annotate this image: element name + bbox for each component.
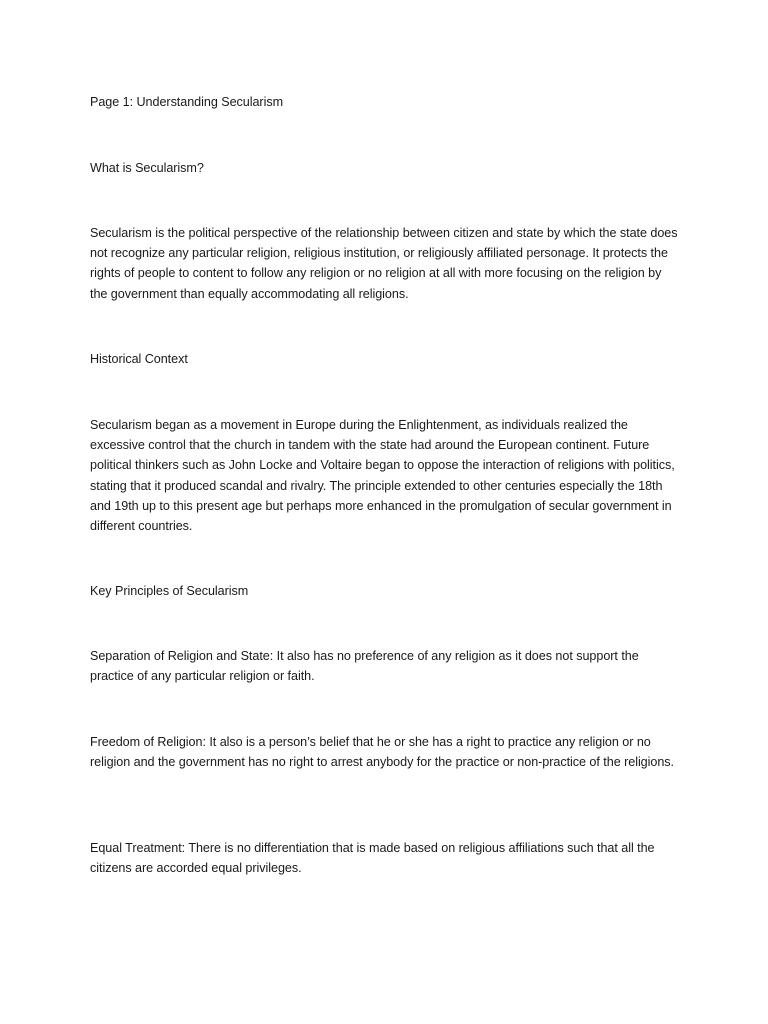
section-heading-what-is-secularism: What is Secularism? [90, 161, 204, 175]
paragraph-freedom: Freedom of Religion: It also is a person’s belief that he or she has a right to practice any religion or no religion and the government has no right to arrest anybody for the practice or non-practice of the religions. [90, 735, 674, 770]
paragraph-definition: Secularism is the political perspective of the relationship between citizen and state by which the state does not recognize any particular religion, religious institution, or religiously affiliated personage. It protects the rights of people to content to follow any religion or no religion at all with more focusing on the religion by the government than equally accommodating all religions. [90, 226, 678, 301]
paragraph-equal-treatment: Equal Treatment: There is no differentiation that is made based on religious affiliations such that all the citizens are accorded equal privileges. [90, 841, 655, 876]
paragraph-history: Secularism began as a movement in Europe during the Enlightenment, as individuals realized the excessive control that the church in tandem with the state had around the European continent. Future political thinkers such as John Locke and Voltaire began to oppose the interaction of religions with politics, stating that it produced scandal and rivalry. The principle extended to other centuries especially the 18th and 19th up to this present age but perhaps more enhanced in the promulgation of secular government in different countries. [90, 418, 675, 534]
section-heading-historical-context: Historical Context [90, 352, 188, 366]
page-title: Page 1: Understanding Secularism [90, 95, 284, 109]
section-heading-key-principles: Key Principles of Secularism [90, 584, 249, 598]
paragraph-separation: Separation of Religion and State: It also has no preference of any religion as it does not support the practice of any particular religion or faith. [90, 649, 639, 684]
